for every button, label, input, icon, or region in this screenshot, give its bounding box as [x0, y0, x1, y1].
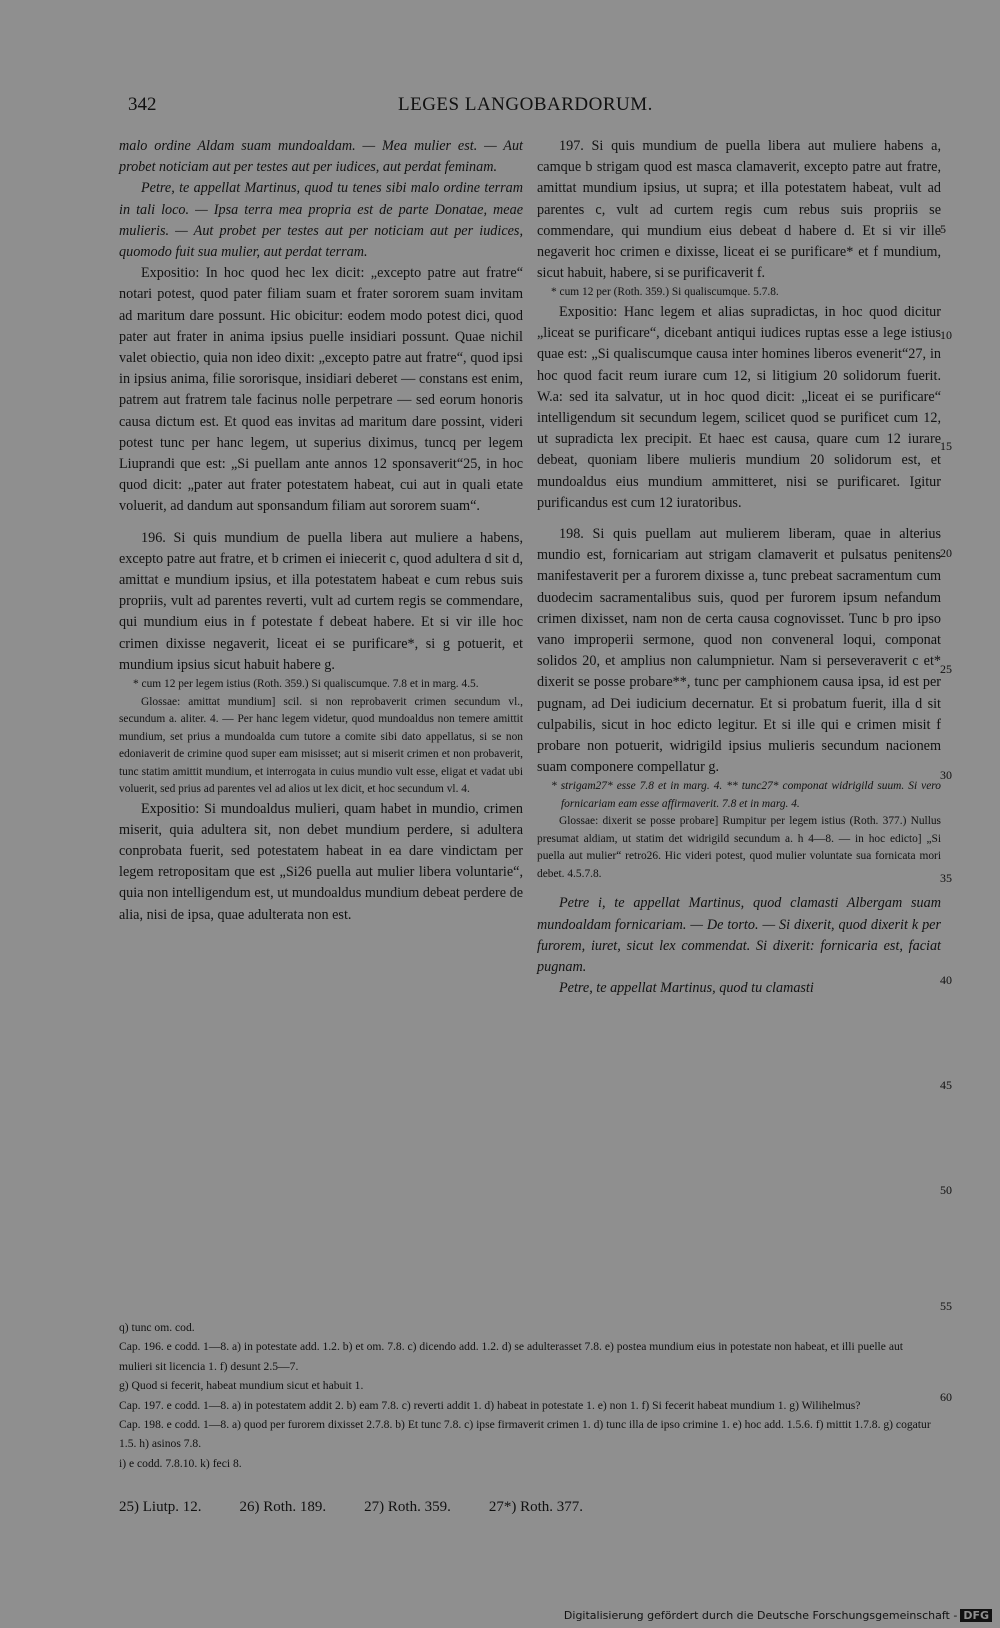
left-column-paragraph: Expositio: In hoc quod hec lex dicit: „excepto patre aut fratre“ notari potest, quod pater filiam suam et frater sororem suam invitam ad maritum dare possunt. Hic obicitur: eodem modo potest dici, quod pater aut frater in anima ipsius puelle insidiari possunt. Quae nichil valet obiectio, quia non ideo dixit: „excepto patre aut fratre“, quod ipsi in ipsius anima, filie sororisque, insidiari deberet — constans est enim, patrem aut fratrem tale facinus nolle perpetrare — sed eorum honoris causa dictum est. Et quod eas invitas ad maritum dare possint, videri potest tunc per hanc legem, ut superius diximus, tuncq per legem Liuprandi que est: „Si puellam ante annos 12 sponsaverit“25, in hoc quod dicit: „pater aut frater potestatem habeat, cui aut in quali etate voluerit, ad dandum aut sponsandum filiam aut sororem suam“. — [119, 265, 523, 515]
dfg-logo: DFG — [960, 1609, 992, 1622]
reference-note: 26) Roth. 189. — [239, 1499, 327, 1515]
footnote: Cap. 197. e codd. 1—8. a) in potestatem addit 2. b) eam 7.8. c) reverti addit 1. d) habeat in potestate 1. e) non 1. f) Si fecerit habeat mundium 1. g) Wilihelmus? — [119, 1398, 861, 1412]
right-column-paragraph: 197. Si quis mundium de puella libera aut muliere habens a, camque b strigam quod est masca clamaverit, excepto patre aut fratre, amittat mundium ipsius, ut supra; et illa potestatem habeat, vult ad parentes c, vult ad curtem regis cum rebus suis propriis se commendare, qui mundium eius debeat d habere d. Et si vir ille negaverit hoc crimen e dixisse, liceat ei se purificare* et f mundium, sicut habuit, habere, si se purificaverit f. — [537, 138, 941, 282]
footnotes — [119, 1318, 939, 1473]
reference-note: 27*) Roth. 377. — [488, 1499, 584, 1515]
footnote: i) e codd. 7.8.10. k) feci 8. — [119, 1456, 242, 1470]
line-number: 35 — [940, 871, 952, 885]
reference-note: 25) Liutp. 12. — [119, 1499, 202, 1515]
right-column-paragraph: 198. Si quis puellam aut mulierem liberam, quae in alterius mundio est, fornicariam aut strigam clamaverit et pulsatus penitens manifestaverit per a furorem dixisse a, tunc prebeat sacramentum cum duodecim sacramentalibus suis, quod per furorem ipsum nefandum crimen dixisset, nam non de certa causa cognovisset. Tunc b pro ipso vano improperii sermone, quod non conveneral loqui, componat solidos 20, et amplius non calumpnietur. Nam si perseveraverit c et* dixerit se posse probare**, tunc per camphionem causa ipsa, id est per pugnam, ad Dei iudicium decernatur. Et si probatum fuerit, illa d sit culpabilis, sicut in hoc edicto legitur. Et si ille qui e crimen misit f probare non potuerit, widrigild ipsius mulieris secundum nacionem suam componere compellatur g. — [537, 525, 941, 776]
footnote: q) tunc om. cod. — [119, 1321, 195, 1334]
right-column — [537, 136, 941, 999]
footnote: Cap. 198. e codd. 1—8. a) quod per furorem dixisset 2.7.8. b) Et tunc 7.8. c) ipse firmaverit crimen 1. d) tunc illa de ipso crimine 1. e) hoc add. 1.5.6. f) mittit 1.7.8. g) cogatur 1.5. h) asinos 7.8. — [119, 1418, 931, 1451]
footnote: Cap. 196. e codd. 1—8. a) in potestate add. 1.2. b) et om. 7.8. c) dicendo add. 1.2. d) se adulterasset 7.8. e) postea mundium eius in potestate non habeat, et illi puelle aut mulieri sit licencia 1. f) desunt 2.5—7. — [119, 1340, 903, 1373]
line-number: 55 — [940, 1299, 952, 1313]
right-column-paragraph: Glossae: dixerit se posse probare] Rumpitur per legem istius (Roth. 377.) Nullus presumat aldiam, ut statim det widrigild secundum a. h 4—8. — in hoc edicto] „Si puella aut mulier“ retro26. Hic videri potest, quod mulier voluntate sua fornicata mori debet. 4.5.7.8. — [537, 815, 941, 880]
line-number: 50 — [940, 1183, 952, 1197]
left-column-paragraph: 196. Si quis mundium de puella libera aut muliere a habens, excepto patre aut fratre, et b crimen ei iniecerit c, quod adultera d sit d, amittat e mundium ipsius, et illa potestatem habeat e cum rebus suis propriis, vult ad parentes reverti, vult ad curtem regis se commendare, qui mundium eius in f potestate f debeat habere. Et si vir ille hoc crimen dixisse negaverit, liceat ei se purificare*, si g potuerit, et mundium ipsius sicut habuit habere g. — [119, 529, 523, 673]
left-column-paragraph: malo ordine Aldam suam mundoaldam. — Mea mulier est. — Aut probet noticiam aut per testes aut per iudices, aut perdat feminam. — [119, 138, 523, 176]
line-number: 40 — [940, 973, 952, 987]
line-number: 20 — [940, 546, 952, 560]
dfg-credit — [564, 1609, 992, 1622]
reference-note: 27) Roth. 359. — [364, 1499, 451, 1515]
left-column-paragraph: Petre, te appellat Martinus, quod tu tenes sibi malo ordine terram in tali loco. — Ipsa terra mea propria est de parte Donatae, meae mulieris. — Aut probet per testes aut per noticiam aut per iudices, quomodo fuit sua mulier, aut perdat terram. — [119, 180, 523, 261]
line-number: 10 — [940, 328, 952, 342]
line-number: 25 — [940, 662, 952, 676]
right-column-paragraph: * strigam27* esse 7.8 et in marg. 4. ** tunc27* componat widrigild suum. Si vero fornicariam eam esse affirmaverit. 7.8 et in marg. 4. — [551, 780, 941, 810]
footnote: g) Quod si fecerit, habeat mundium sicut et habuit 1. — [119, 1379, 364, 1393]
line-number: 60 — [940, 1390, 952, 1404]
line-number: 30 — [940, 768, 952, 782]
line-number: 5 — [940, 222, 946, 236]
left-column-paragraph: Glossae: amittat mundium] scil. si non reprobaverit crimen secundum vl., secundum a. aliter. 4. — Per hanc legem videtur, quod mundoaldus non temere amittit mundium, set prius a mundoalda cum tutore a comite sibi dato appellatus, si se non edoniaverit de crimine quod super eam misisset; aut si miserit crimen et non probaverit, tunc statim amittit mundium, et interrogata in cuius mundio vult esse, eligat et vadat ubi voluerit, sed prius ad parentes vel ad alios ut lex dicit, et hoc secundum vl. 4. — [119, 695, 523, 796]
right-column-paragraph: * cum 12 per (Roth. 359.) Si qualiscumque. 5.7.8. — [551, 286, 779, 299]
page-number: 342 — [128, 94, 157, 115]
line-number: 15 — [940, 439, 952, 453]
right-column-paragraph: Petre, te appellat Martinus, quod tu clamasti — [559, 980, 814, 997]
left-column-paragraph: Expositio: Si mundoaldus mulieri, quam habet in mundio, crimen miserit, quia adultera sit, non debet mundium perdere, si adultera conprobata fuerit, sed potestatem habeat in ea dare vindictam per legem retropositam que est „Si26 puella aut mulier libera voluntarie“, quia non intelligendum est, ut mundoaldus mundium debeat perdere de alia, nisi de ipsa, quae adulterata non est. — [119, 800, 523, 923]
left-column — [119, 136, 523, 926]
right-column-paragraph: Expositio: Hanc legem et alias supradictas, in hoc quod dicitur „liceat se purificare“, dicebant antiqui iudices ruptas esse a lege istius quae est: „Si qualiscumque causa inter homines liberos evenerit“27, in hoc quod facit reum iurare cum 12, si litigium 20 solidorum fuerit. W.a: sed ita salvatur, ut in hoc quod dicit: „liceat ei se purificare“ intelligendum sit secundum legem, scilicet quod se purificet cum 12, ut supradicta lex precipit. Et haec est causa, quare cum 12 iurare debeat, quoniam libere mulieris mundium 20 solidorum est, et mundoaldus eius mundium ammitteret, nisi se purificaret. Igitur purificandus est cum 12 iuratoribus. — [537, 303, 941, 511]
left-column-paragraph: * cum 12 per legem istius (Roth. 359.) Si qualiscumque. 7.8 et in marg. 4.5. — [133, 678, 479, 691]
line-number: 45 — [940, 1078, 952, 1092]
running-title: LEGES LANGOBARDORUM. — [398, 94, 653, 115]
dfg-credit-text: Digitalisierung gefördert durch die Deutsche Forschungsgemeinschaft - — [563, 1609, 958, 1622]
right-column-paragraph: Petre i, te appellat Martinus, quod clamasti Albergam suam mundoaldam fornicariam. — De torto. — Si dixerit, quod dixerit k per furorem, iuret, sicut lex commendat. Si dixerit: fornicaria est, faciat pugnam. — [537, 895, 941, 975]
references — [119, 1499, 621, 1516]
